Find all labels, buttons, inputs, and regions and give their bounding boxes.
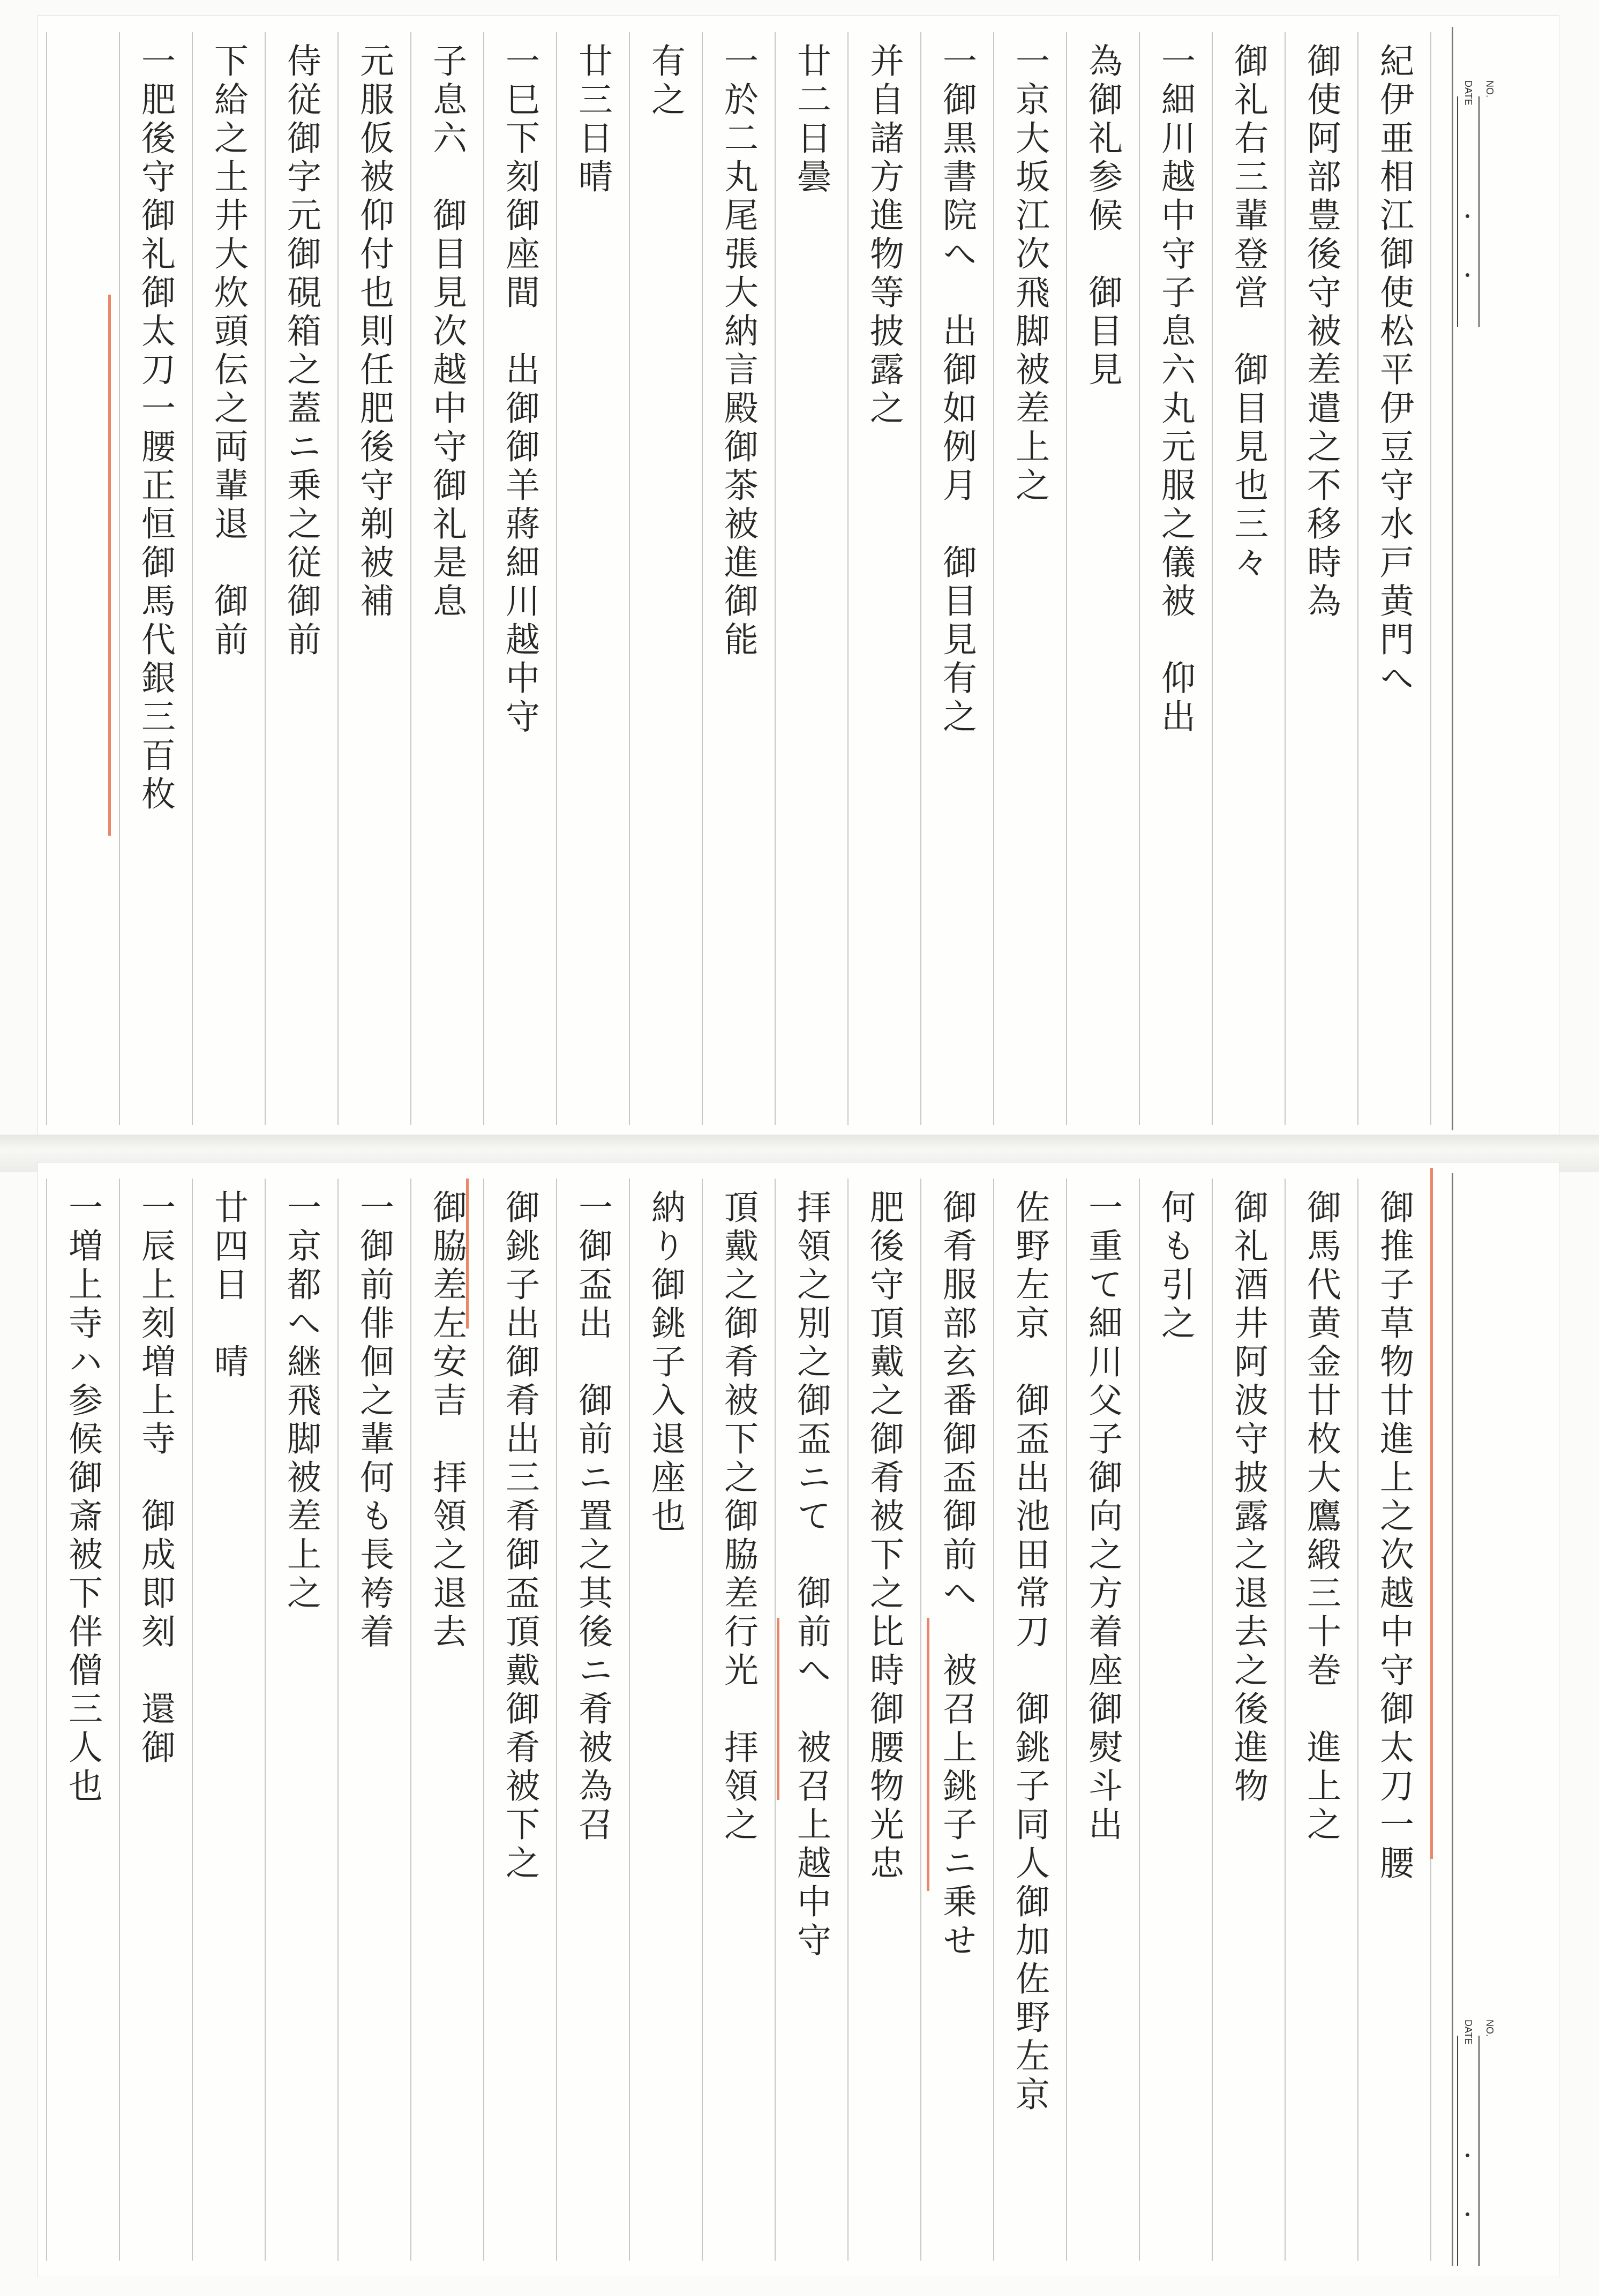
ruled-line: [483, 32, 484, 1125]
manuscript-line: 一京都へ継飛脚被差上之: [281, 1189, 321, 1614]
ruled-line: [265, 32, 266, 1125]
ruled-line: [410, 1179, 411, 2261]
manuscript-line: 下給之土井大炊頭伝之両輩退 御前: [208, 43, 248, 660]
manuscript-line: 廿二日曇: [791, 43, 831, 197]
date-dot: [1466, 2154, 1469, 2157]
ruled-line: [775, 1179, 776, 2261]
ruled-line: [119, 32, 120, 1125]
red-pencil-mark: [466, 1179, 469, 1329]
manuscript-line: 何も引之: [1155, 1189, 1195, 1344]
manuscript-line: 一肥後守御礼御太刀一腰正恒御馬代銀三百枚: [136, 43, 175, 814]
ruled-line: [1212, 32, 1213, 1125]
manuscript-line: 御脇差左安吉 拝領之退去: [427, 1189, 467, 1652]
red-pencil-mark: [777, 1618, 779, 1800]
ruled-line: [1357, 1179, 1358, 2261]
manuscript-line: 御推子草物廿進上之次越中守御太刀一腰: [1374, 1189, 1414, 1884]
date-dot: [1466, 2212, 1469, 2216]
manuscript-line: 一於二丸尾張大納言殿御茶被進御能: [718, 43, 758, 660]
notebook-page-bottom: [37, 1162, 1559, 2277]
manuscript-line: 御礼酒井阿波守披露之退去之後進物: [1228, 1189, 1268, 1806]
date-line: [1457, 2036, 1458, 2266]
ruled-line: [556, 1179, 557, 2261]
notebook-header: [1452, 2020, 1500, 2266]
manuscript-line: 一御前俳佪之輩何も長袴着: [354, 1189, 394, 1652]
manuscript-line: 一御盃出 御前ニ置之其後ニ肴被為召: [573, 1189, 612, 1845]
ruled-line: [337, 1179, 339, 2261]
ruled-line: [920, 32, 921, 1125]
ruled-line: [119, 1179, 120, 2261]
manuscript-line: 一御黒書院へ 出御如例月 御目見有之: [937, 43, 977, 737]
manuscript-line: 御肴服部玄番御盃御前へ 被召上銚子ニ乗せ: [937, 1189, 977, 1961]
manuscript-line: 一細川越中守子息六丸元服之儀被 仰出: [1155, 43, 1195, 737]
manuscript-line: 廿四日 晴: [208, 1189, 248, 1382]
ruled-line: [1139, 1179, 1140, 2261]
date-label: DATE: [1463, 2020, 1474, 2045]
ruled-line: [920, 1179, 921, 2261]
ruled-line: [265, 1179, 266, 2261]
notebook-header: [1452, 80, 1500, 327]
ruled-line: [629, 32, 630, 1125]
no-line: [1478, 96, 1480, 327]
ruled-line: [702, 32, 703, 1125]
manuscript-line: 肥後守頂戴之御肴被下之比時御腰物光忠: [864, 1189, 904, 1884]
date-dot: [1466, 214, 1469, 218]
ruled-line: [1066, 32, 1067, 1125]
ruled-line: [1430, 32, 1431, 1125]
manuscript-line: 一増上寺ハ参候御斎被下伴僧三人也: [63, 1189, 102, 1806]
manuscript-line: 有之: [645, 43, 685, 120]
ruled-line: [337, 32, 339, 1125]
ruled-line: [410, 32, 411, 1125]
ruled-line: [775, 32, 776, 1125]
manuscript-line: 御馬代黄金廿枚大鷹緞三十巻 進上之: [1301, 1189, 1341, 1845]
manuscript-line: 紀伊亜相江御使松平伊豆守水戸黄門へ: [1374, 43, 1414, 699]
no-line: [1478, 2036, 1480, 2266]
ruled-line: [847, 1179, 849, 2261]
manuscript-line: 佐野左京 御盃出池田常刀 御銚子同人御加佐野左京: [1010, 1189, 1049, 2115]
manuscript-line: 一京大坂江次飛脚被差上之: [1010, 43, 1049, 506]
manuscript-line: 廿三日晴: [573, 43, 612, 197]
manuscript-line: 子息六 御目見次越中守御礼是息: [427, 43, 467, 621]
ruled-line: [1139, 32, 1140, 1125]
ruled-line: [702, 1179, 703, 2261]
manuscript-line: 一巳下刻御座間 出御御羊蔣細川越中守: [500, 43, 539, 737]
date-line: [1457, 96, 1458, 327]
ruled-line: [192, 1179, 193, 2261]
ruled-line: [629, 1179, 630, 2261]
ruled-line: [1212, 1179, 1213, 2261]
ruled-line: [1285, 32, 1286, 1125]
red-pencil-mark: [108, 295, 111, 836]
no-label: NO.: [1484, 80, 1495, 98]
ruled-line: [556, 32, 557, 1125]
ruled-line: [192, 32, 193, 1125]
ruled-line: [46, 1179, 47, 2261]
manuscript-line: 并自諸方進物等披露之: [864, 43, 904, 429]
manuscript-line: 一辰上刻増上寺 御成即刻 還御: [136, 1189, 175, 1768]
manuscript-line: 御銚子出御肴出三肴御盃頂戴御肴被下之: [500, 1189, 539, 1884]
manuscript-line: 一重て細川父子御向之方着座御熨斗出: [1083, 1189, 1122, 1845]
date-dot: [1466, 273, 1469, 277]
manuscript-line: 御使阿部豊後守被差遣之不移時為: [1301, 43, 1341, 621]
manuscript-line: 拝領之別之御盃ニて 御前へ 被召上越中守: [791, 1189, 831, 1961]
manuscript-line: 御礼右三輩登営 御目見也三々: [1228, 43, 1268, 583]
ruled-line: [46, 32, 47, 1125]
ruled-line: [993, 32, 994, 1125]
manuscript-line: 侍従御字元御硯箱之蓋ニ乗之従御前: [281, 43, 321, 660]
manuscript-line: 頂戴之御肴被下之御脇差行光 拝領之: [718, 1189, 758, 1845]
no-label: NO.: [1484, 2020, 1495, 2037]
red-pencil-mark: [927, 1618, 929, 1891]
manuscript-line: 納り御銚子入退座也: [645, 1189, 685, 1536]
ruled-line: [1066, 1179, 1067, 2261]
ruled-line: [1357, 32, 1358, 1125]
ruled-line: [483, 1179, 484, 2261]
red-pencil-mark: [1430, 1168, 1433, 1859]
manuscript-line: 為御礼参候 御目見: [1083, 43, 1122, 390]
date-label: DATE: [1463, 80, 1474, 106]
ruled-line: [847, 32, 849, 1125]
ruled-line: [993, 1179, 994, 2261]
notebook-page-top: [37, 16, 1559, 1141]
manuscript-line: 元服仮被仰付也則任肥後守剃被補: [354, 43, 394, 621]
ruled-line: [1285, 1179, 1286, 2261]
